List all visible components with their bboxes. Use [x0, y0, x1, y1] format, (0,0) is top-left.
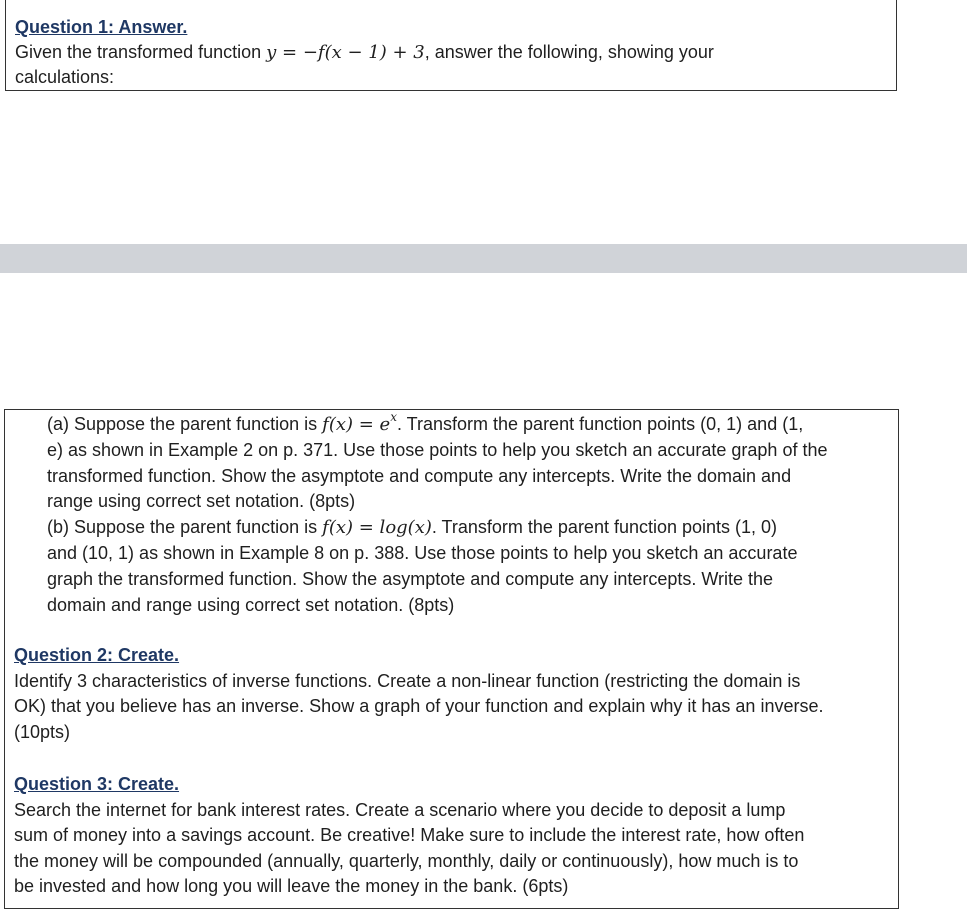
- question-2-line3: (10pts): [14, 721, 71, 742]
- question-1-heading: Question 1: Answer.: [15, 17, 188, 37]
- part-b-text-end: . Transform the parent function points (1, 0): [431, 517, 778, 538]
- intro-text-end: , answer the following, showing your: [424, 42, 714, 62]
- question-2-heading: Question 2: Create.: [14, 645, 180, 665]
- part-a-line3: transformed function. Show the asymptote and compute any intercepts. Write the domain and: [47, 465, 792, 486]
- page-break-band: [0, 244, 967, 273]
- question-2: [14, 643, 894, 745]
- question-3-heading: Question 3: Create.: [14, 774, 180, 794]
- part-a-line1: [47, 412, 897, 438]
- question-2-line2: OK) that you believe has an inverse. Show a graph of your function and explain why it has an inverse.: [14, 696, 824, 717]
- part-a-line4: range using correct set notation. (8pts): [47, 491, 356, 512]
- part-b-line3: graph the transformed function. Show the asymptote and compute any intercepts. Write the: [47, 568, 774, 589]
- question-box: [4, 409, 899, 909]
- question-1-box: [5, 0, 897, 91]
- question-2-line1: Identify 3 characteristics of inverse functions. Create a non-linear function (restricting the domain is: [14, 670, 801, 691]
- part-a-text-end: . Transform the parent function points (0, 1) and (1,: [397, 414, 804, 434]
- part-b-line2: and (10, 1) as shown in Example 8 on p. 388. Use those points to help you sketch an accurate: [47, 542, 798, 563]
- part-b-text: (b) Suppose the parent function is: [47, 517, 323, 538]
- part-a-text: (a) Suppose the parent function is: [47, 414, 323, 434]
- question-3-line1: Search the internet for bank interest rates. Create a scenario where you decide to deposit a lump: [14, 799, 786, 820]
- part-b-line1: [47, 515, 897, 541]
- question-1-intro: [15, 40, 896, 65]
- transformed-function-formula: y = −f(x − 1) + 3: [266, 42, 425, 63]
- part-a-formula-exponent: x: [390, 410, 397, 424]
- part-b-line4: domain and range using correct set notation. (8pts): [47, 594, 455, 615]
- part-a-formula-base: f(x) = e: [322, 414, 391, 435]
- question-1-intro-line2: calculations:: [15, 67, 115, 87]
- part-b-formula: f(x) = log(x): [322, 517, 432, 539]
- question-3-line4: be invested and how long you will leave the money in the bank. (6pts): [14, 876, 569, 897]
- part-a-line2: e) as shown in Example 2 on p. 371. Use those points to help you sketch an accurate graph of the: [47, 439, 828, 460]
- part-a-formula: [322, 410, 397, 435]
- question-1-parts: [47, 412, 897, 618]
- question-3-line2: sum of money into a savings account. Be creative! Make sure to include the interest rate, how often: [14, 825, 805, 846]
- intro-text: Given the transformed function: [15, 42, 267, 62]
- question-3-line3: the money will be compounded (annually, quarterly, monthly, daily or continuously), how much is to: [14, 850, 799, 871]
- question-3: [14, 772, 894, 900]
